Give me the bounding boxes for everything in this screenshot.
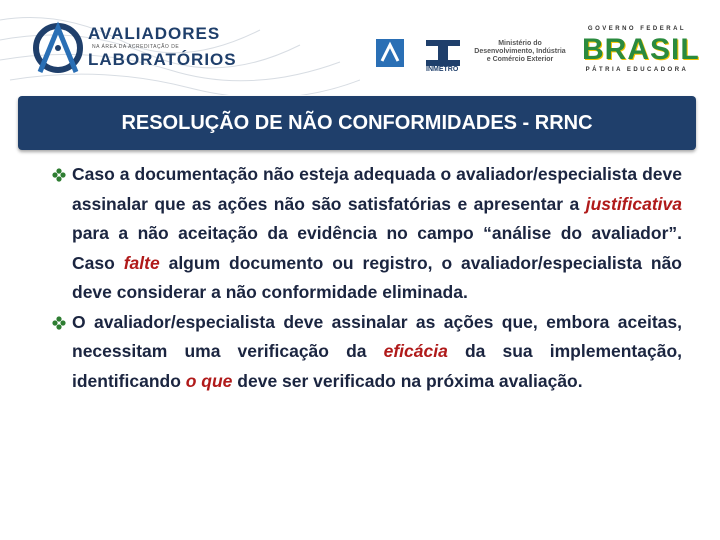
patria-educadora-label: PÁTRIA EDUCADORA xyxy=(585,67,689,73)
header xyxy=(0,0,720,95)
title-bar xyxy=(18,96,696,150)
governo-federal-label: GOVERNO FEDERAL xyxy=(587,26,687,32)
avaliadores-logo-line2: LABORATÓRIOS xyxy=(88,50,237,69)
avaliadores-logo-line1: AVALIADORES xyxy=(88,24,221,43)
avaliadores-logo-subtitle: NA ÁREA DA ACREDITAÇÃO DE xyxy=(92,44,180,50)
bullet-text: para a não aceitação da evidência no campo “análise do avaliador”. Caso xyxy=(72,223,682,273)
diamond-bullet-icon xyxy=(52,168,66,182)
mdic-line: Desenvolvimento, Indústria xyxy=(474,48,566,55)
mdic-line: Ministério do xyxy=(498,40,542,47)
slide-title: RESOLUÇÃO DE NÃO CONFORMIDADES - RRNC xyxy=(121,112,593,134)
bullet-text: algum documento ou registro, o avaliador/especialista não deve considerar a não conformidade eliminada. xyxy=(72,252,682,302)
diamond-bullet-icon xyxy=(52,316,66,330)
inmetro-label: INMETRO xyxy=(426,66,459,73)
bullet-text: da sua implementação, identificando xyxy=(72,341,683,391)
emphasis-text: eficácia xyxy=(383,341,448,361)
brasil-wordmark: BRASIL xyxy=(582,33,700,66)
avaliadores-logo xyxy=(28,14,238,84)
bullet-item xyxy=(52,160,682,308)
emphasis-text: o que xyxy=(185,370,233,391)
mdic-logo-text xyxy=(470,40,570,64)
inmetro-logo xyxy=(374,36,464,76)
bullet-item xyxy=(52,308,682,397)
mdic-line: e Comércio Exterior xyxy=(486,56,554,63)
slide-content xyxy=(52,160,682,396)
bullet-text: O avaliador/especialista deve assinalar as ações que, embora aceitas, necessitam uma verificação da xyxy=(72,311,682,361)
bullet-text: deve ser verificado na próxima avaliação. xyxy=(232,370,583,391)
emphasis-text: falte xyxy=(123,252,160,273)
emphasis-text: justificativa xyxy=(585,193,682,214)
governo-federal-logo xyxy=(582,26,700,78)
bullet-text: Caso a documentação não esteja adequada o avaliador/especialista deve assinalar que as ações não são satisfatórias e apresentar a xyxy=(72,164,682,214)
